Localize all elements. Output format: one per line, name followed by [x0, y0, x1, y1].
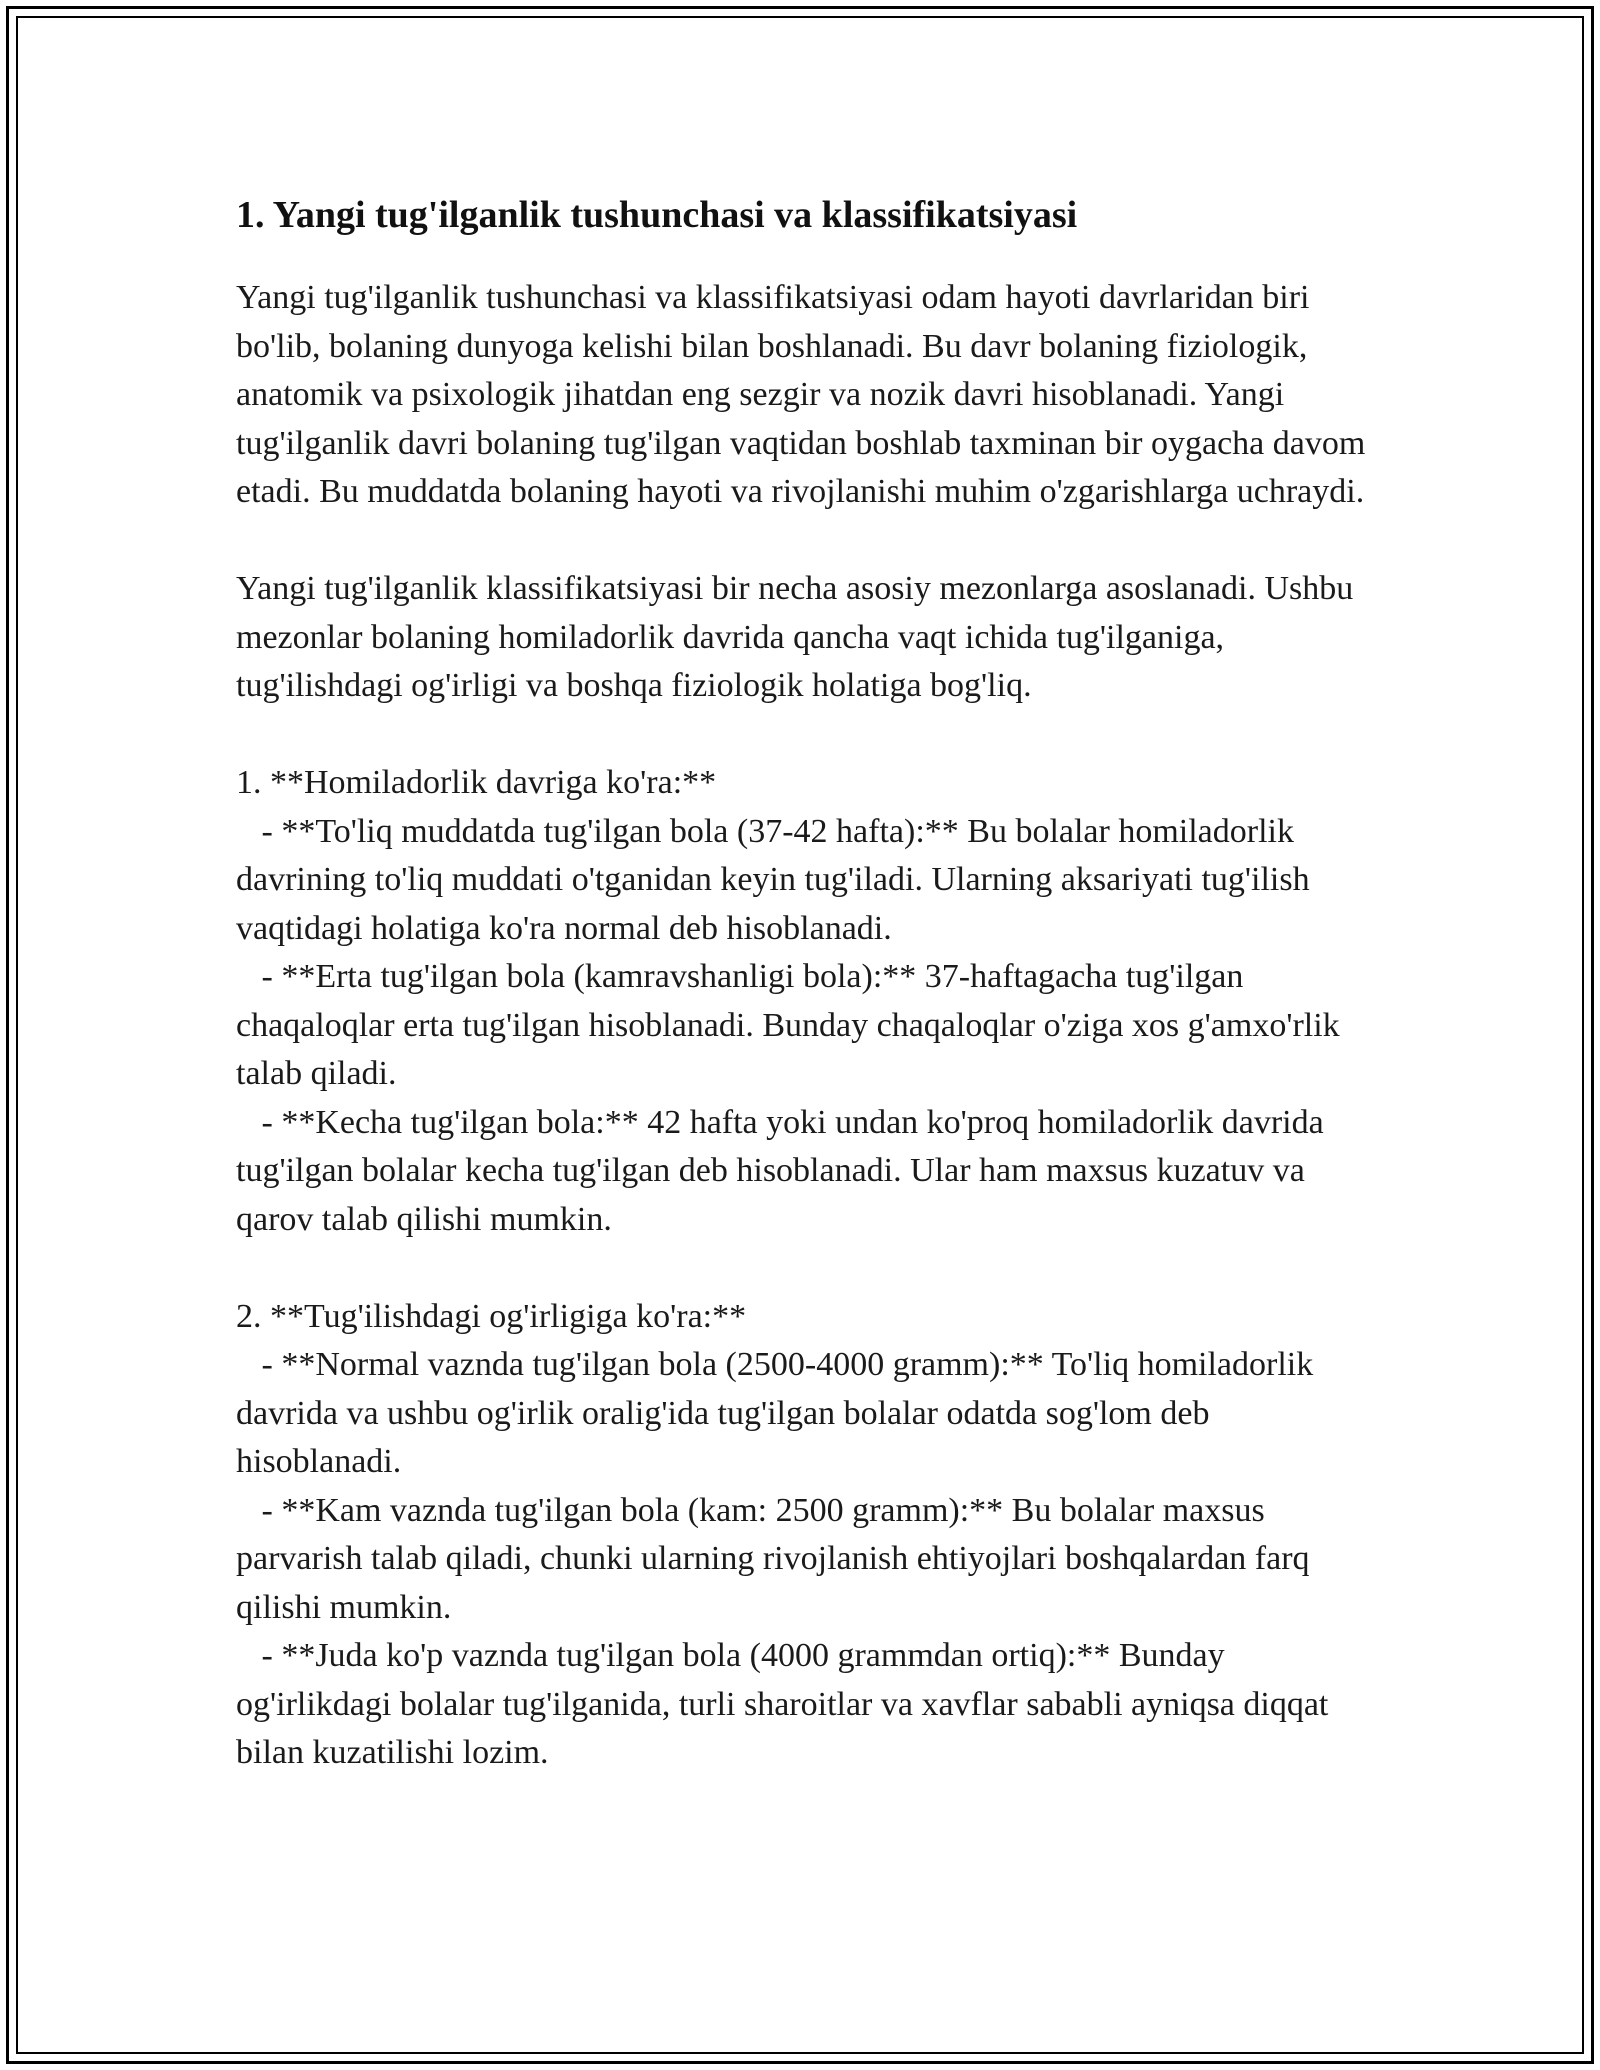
list-item: - **Kam vaznda tug'ilgan bola (kam: 2500 gramm):** Bu bolalar maxsus parvarish talab qiladi, chunki ularning rivojlanish ehtiyojlari boshqalardan farq qilishi mumkin.	[236, 1491, 1319, 1626]
section-birth-weight	[236, 1293, 1376, 1778]
list-item: - **Juda ko'p vaznda tug'ilgan bola (4000 grammdan ortiq):** Bunday og'irlikdagi bolalar tug'ilganida, turli sharoitlar va xavflar sababli ayniqsa diqqat bilan kuzatilishi lozim.	[236, 1637, 1337, 1771]
list-item: - **Kecha tug'ilgan bola:** 42 hafta yoki undan ko'proq homiladorlik davrida tug'ilgan bolalar kecha tug'ilgan deb hisoblanadi. Ular ham maxsus kuzatuv va qarov talab qilishi mumkin.	[236, 1103, 1333, 1238]
section-heading: 2. **Tug'ilishdagi og'irligiga ko'ra:**	[236, 1297, 747, 1335]
list-item: - **To'liq muddatda tug'ilgan bola (37-42 hafta):** Bu bolalar homiladorlik davrining to'liq muddati o'tganidan keyin tug'iladi. Ularning aksariyati tug'ilish vaqtidagi holatiga ko'ra normal deb hisoblanadi.	[236, 812, 1319, 947]
paragraph-gap	[236, 711, 1376, 760]
classification-intro-paragraph: Yangi tug'ilganlik klassifikatsiyasi bir necha asosiy mezonlarga asoslanadi. Ushbu mezonlar bolaning homiladorlik davrida qancha vaqt ichida tug'ilganiga, tug'ilishdagi og'irligi va boshqa fiziologik holatiga bog'liq.	[236, 570, 1362, 704]
paragraph-gap	[236, 517, 1376, 566]
section-heading: 1. **Homiladorlik davriga ko'ra:**	[236, 764, 717, 801]
list-item: - **Normal vaznda tug'ilgan bola (2500-4000 gramm):** To'liq homiladorlik davrida va ushbu og'irlik oralig'ida tug'ilgan bolalar odatda sog'lom deb hisoblanadi.	[236, 1346, 1322, 1480]
document-body	[236, 182, 1376, 1778]
list-item: - **Erta tug'ilgan bola (kamravshanligi bola):** 37-haftagacha tug'ilgan chaqaloqlar erta tug'ilgan hisoblanadi. Bunday chaqaloqlar o'ziga xos g'amxo'rlik talab qiladi.	[236, 958, 1349, 1092]
document-title: 1. Yangi tug'ilganlik tushunchasi va klassifikatsiyasi	[236, 194, 1078, 236]
intro-paragraph: Yangi tug'ilganlik tushunchasi va klassifikatsiyasi odam hayoti davrlaridan biri bo'lib, bolaning dunyoga kelishi bilan boshlanadi. Bu davr bolaning fiziologik, anatomik va psixologik jihatdan eng sezgir va nozik davri hisoblanadi. Yangi tug'ilganlik davri bolaning tug'ilgan vaqtidan boshlab taxminan bir oygacha davom etadi. Bu muddatda bolaning hayoti va rivojlanishi muhim o'zgarishlarga uchraydi.	[236, 279, 1374, 510]
section-gestation	[236, 759, 1376, 1244]
paragraph-gap	[236, 1244, 1376, 1293]
